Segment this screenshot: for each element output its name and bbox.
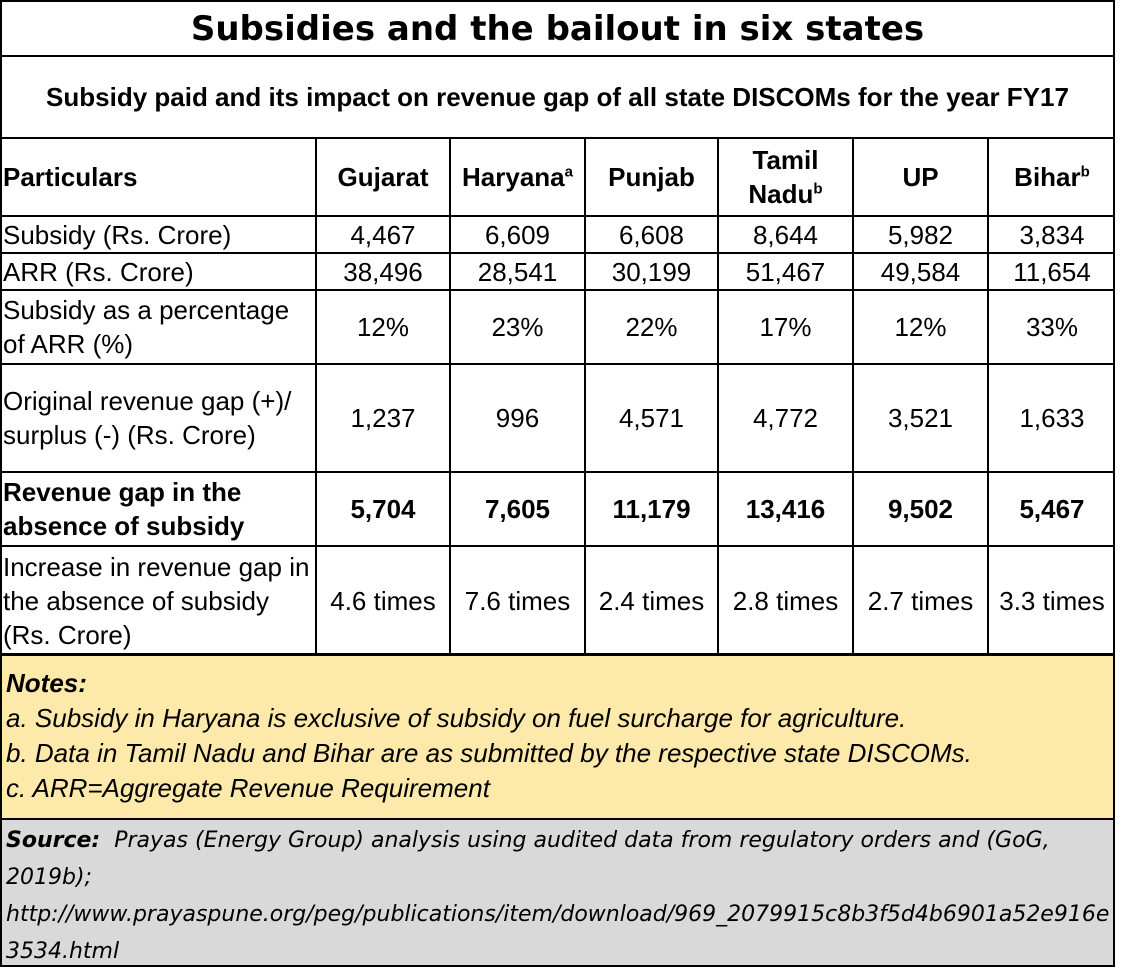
cell-value: 2.8 times (718, 546, 853, 655)
cell-value: 1,237 (316, 364, 450, 472)
cell-value: 3.3 times (988, 546, 1115, 655)
cell-value: 5,704 (316, 472, 450, 546)
note-item: a. Subsidy in Haryana is exclusive of subsidy on fuel surcharge for agriculture. (6, 703, 907, 733)
footnote-marker: a (564, 163, 573, 181)
state-name: Punjab (608, 162, 695, 192)
source-url: http://www.prayaspune.org/peg/publications/item/download/969_2079915c8b3f5d4b6901a52e916e3534.html (6, 902, 1110, 964)
cell-value: 22% (585, 290, 718, 364)
header-state-tamil-nadu (718, 138, 853, 216)
table-header-row (0, 138, 1115, 216)
cell-value: 2.4 times (585, 546, 718, 655)
cell-value: 17% (718, 290, 853, 364)
table-subtitle: Subsidy paid and its impact on revenue gap of all state DISCOMs for the year FY17 (46, 82, 1069, 112)
cell-value: 11,654 (988, 253, 1115, 290)
cell-value: 51,467 (718, 253, 853, 290)
table-row (0, 216, 1115, 253)
table-row (0, 546, 1115, 655)
state-name: Bihar (1014, 162, 1081, 192)
cell-value: 3,834 (988, 216, 1115, 253)
cell-value: 13,416 (718, 472, 853, 546)
cell-value: 12% (316, 290, 450, 364)
cell-value: 49,584 (853, 253, 988, 290)
cell-value: 4,571 (585, 364, 718, 472)
cell-value: 7.6 times (450, 546, 585, 655)
cell-value: 6,608 (585, 216, 718, 253)
cell-value: 7,605 (450, 472, 585, 546)
header-particulars: Particulars (0, 138, 316, 216)
cell-value: 6,609 (450, 216, 585, 253)
row-label: ARR (Rs. Crore) (0, 253, 316, 290)
cell-value: 1,633 (988, 364, 1115, 472)
cell-value: 4,467 (316, 216, 450, 253)
cell-value: 5,467 (988, 472, 1115, 546)
cell-value: 3,521 (853, 364, 988, 472)
cell-value: 33% (988, 290, 1115, 364)
row-label: Subsidy as a percentage of ARR (%) (0, 290, 316, 364)
row-label: Increase in revenue gap in the absence of subsidy (Rs. Crore) (0, 546, 316, 655)
cell-value: 38,496 (316, 253, 450, 290)
footnote-marker: b (1080, 163, 1090, 181)
header-state-punjab (585, 138, 718, 216)
cell-value: 996 (450, 364, 585, 472)
source-box (2, 820, 1113, 965)
cell-value: 28,541 (450, 253, 585, 290)
cell-value: 9,502 (853, 472, 988, 546)
note-item: b. Data in Tamil Nadu and Bihar are as submitted by the respective state DISCOMs. (6, 738, 972, 768)
footnote-marker: b (813, 180, 823, 198)
state-name: UP (902, 162, 939, 192)
notes-box (2, 656, 1113, 819)
state-name: Gujarat (337, 162, 429, 192)
cell-value: 4,772 (718, 364, 853, 472)
cell-value: 11,179 (585, 472, 718, 546)
cell-value: 30,199 (585, 253, 718, 290)
notes-title: Notes: (6, 668, 87, 698)
table-row (0, 290, 1115, 364)
row-label: Original revenue gap (+)/ surplus (-) (Rs. Crore) (0, 364, 316, 472)
header-state-up (853, 138, 988, 216)
cell-value: 12% (853, 290, 988, 364)
table-row-highlight (0, 472, 1115, 546)
state-name: Tamil Nadu (748, 145, 819, 209)
note-item: c. ARR=Aggregate Revenue Requirement (6, 773, 490, 803)
divider (0, 55, 1115, 57)
source-text: Prayas (Energy Group) analysis using audited data from regulatory orders and (GoG, 2019b); (6, 828, 1050, 890)
header-state-bihar (988, 138, 1115, 216)
header-state-haryana (450, 138, 585, 216)
page-title: Subsidies and the bailout in six states (190, 9, 925, 49)
table-row (0, 364, 1115, 472)
cell-value: 23% (450, 290, 585, 364)
row-label: Revenue gap in the absence of subsidy (0, 472, 316, 546)
header-state-gujarat (316, 138, 450, 216)
source-label: Source: (6, 828, 101, 853)
cell-value: 4.6 times (316, 546, 450, 655)
table-row (0, 253, 1115, 290)
cell-value: 5,982 (853, 216, 988, 253)
cell-value: 8,644 (718, 216, 853, 253)
state-name: Haryana (462, 162, 565, 192)
cell-value: 2.7 times (853, 546, 988, 655)
subsidy-table (0, 137, 1115, 656)
row-label: Subsidy (Rs. Crore) (0, 216, 316, 253)
